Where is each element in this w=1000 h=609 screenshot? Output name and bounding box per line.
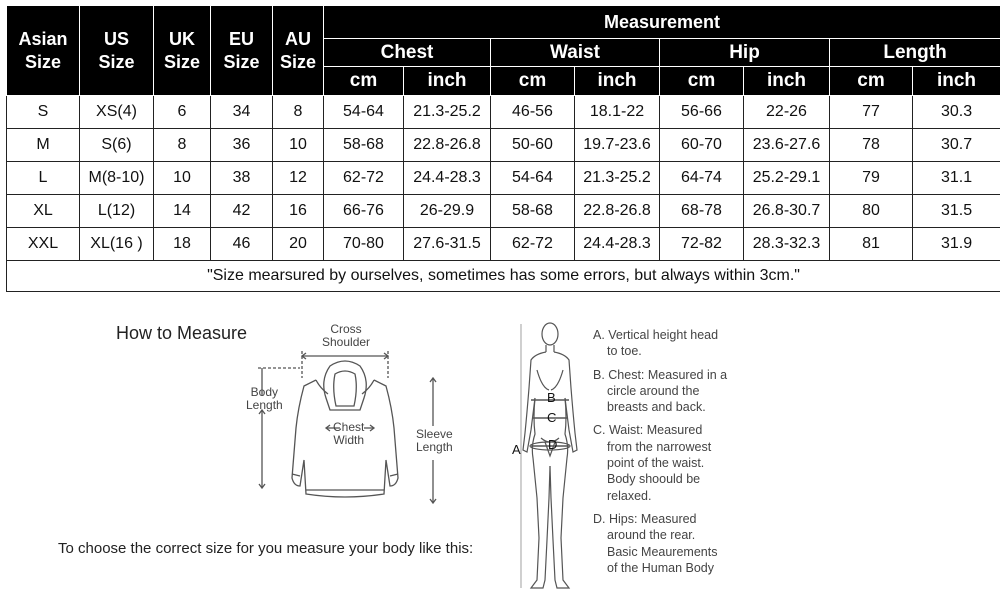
size-chart-table bbox=[6, 5, 1000, 292]
measurement-descriptions bbox=[593, 327, 753, 583]
description-item: B. Chest: Measured in a circle around the breasts and back. bbox=[593, 367, 728, 415]
unit-header: cm bbox=[830, 67, 913, 96]
table-cell: 26.8-30.7 bbox=[744, 195, 830, 228]
table-cell: 16 bbox=[273, 195, 324, 228]
table-cell: 31.1 bbox=[913, 162, 1000, 195]
header-uk-size: UK Size bbox=[154, 6, 211, 96]
table-cell: 21.3-25.2 bbox=[575, 162, 660, 195]
size-rows bbox=[7, 96, 1000, 292]
table-cell: 8 bbox=[273, 96, 324, 129]
table-cell: 6 bbox=[154, 96, 211, 129]
table-cell: S(6) bbox=[80, 129, 154, 162]
unit-header: cm bbox=[660, 67, 744, 96]
table-row bbox=[7, 96, 1000, 129]
table-cell: 22.8-26.8 bbox=[404, 129, 491, 162]
description-item: A. Vertical height head to toe. bbox=[593, 328, 719, 359]
table-cell: 34 bbox=[211, 96, 273, 129]
header-hip: Hip bbox=[660, 39, 830, 67]
table-cell: 68-78 bbox=[660, 195, 744, 228]
table-cell: 70-80 bbox=[324, 228, 404, 261]
header-measurement: Measurement bbox=[324, 6, 1000, 39]
table-cell: L bbox=[7, 162, 80, 195]
table-cell: 81 bbox=[830, 228, 913, 261]
header-chest: Chest bbox=[324, 39, 491, 67]
table-cell: 38 bbox=[211, 162, 273, 195]
table-cell: S bbox=[7, 96, 80, 129]
unit-header: inch bbox=[913, 67, 1000, 96]
table-cell: 62-72 bbox=[324, 162, 404, 195]
table-cell: 36 bbox=[211, 129, 273, 162]
unit-header: cm bbox=[324, 67, 404, 96]
table-cell: XXL bbox=[7, 228, 80, 261]
table-cell: 24.4-28.3 bbox=[575, 228, 660, 261]
header-waist: Waist bbox=[491, 39, 660, 67]
label-chest-width: Chest Width bbox=[333, 420, 365, 447]
table-cell: 10 bbox=[154, 162, 211, 195]
label-d: D bbox=[548, 437, 558, 452]
table-cell: XS(4) bbox=[80, 96, 154, 129]
header-us-size: US Size bbox=[80, 6, 154, 96]
table-cell: 77 bbox=[830, 96, 913, 129]
table-cell: 31.9 bbox=[913, 228, 1000, 261]
measure-instruction: To choose the correct size for you measure your body like this: bbox=[58, 540, 474, 557]
table-cell: 30.7 bbox=[913, 129, 1000, 162]
table-cell: 19.7-23.6 bbox=[575, 129, 660, 162]
label-b: B bbox=[547, 390, 556, 405]
table-cell: 12 bbox=[273, 162, 324, 195]
unit-header: inch bbox=[404, 67, 491, 96]
label-c: C bbox=[547, 410, 557, 425]
table-cell: L(12) bbox=[80, 195, 154, 228]
table-cell: 30.3 bbox=[913, 96, 1000, 129]
table-cell: 42 bbox=[211, 195, 273, 228]
table-cell: 50-60 bbox=[491, 129, 575, 162]
table-row bbox=[7, 162, 1000, 195]
table-cell: 8 bbox=[154, 129, 211, 162]
label-cross-shoulder: Cross Shoulder bbox=[322, 322, 371, 349]
label-sleeve-length: Sleeve Length bbox=[416, 427, 453, 454]
table-row bbox=[7, 195, 1000, 228]
table-row bbox=[7, 129, 1000, 162]
table-cell: XL bbox=[7, 195, 80, 228]
table-cell: 18 bbox=[154, 228, 211, 261]
table-cell: M(8-10) bbox=[80, 162, 154, 195]
table-cell: M bbox=[7, 129, 80, 162]
table-cell: 78 bbox=[830, 129, 913, 162]
table-cell: 22-26 bbox=[744, 96, 830, 129]
table-cell: 46 bbox=[211, 228, 273, 261]
table-cell: 80 bbox=[830, 195, 913, 228]
table-cell: XL(16 ) bbox=[80, 228, 154, 261]
table-cell: 54-64 bbox=[491, 162, 575, 195]
table-cell: 26-29.9 bbox=[404, 195, 491, 228]
table-cell: 66-76 bbox=[324, 195, 404, 228]
table-cell: 22.8-26.8 bbox=[575, 195, 660, 228]
table-cell: 23.6-27.6 bbox=[744, 129, 830, 162]
table-cell: 60-70 bbox=[660, 129, 744, 162]
label-a: A bbox=[512, 442, 521, 457]
table-cell: 27.6-31.5 bbox=[404, 228, 491, 261]
table-note: "Size mearsured by ourselves, sometimes has some errors, but always within 3cm." bbox=[7, 261, 1000, 292]
unit-header: cm bbox=[491, 67, 575, 96]
header-au-size: AU Size bbox=[273, 6, 324, 96]
header-length: Length bbox=[830, 39, 1000, 67]
table-cell: 79 bbox=[830, 162, 913, 195]
label-body-length: Body Length bbox=[246, 385, 283, 412]
table-cell: 20 bbox=[273, 228, 324, 261]
table-cell: 10 bbox=[273, 129, 324, 162]
unit-header: inch bbox=[744, 67, 830, 96]
table-cell: 64-74 bbox=[660, 162, 744, 195]
how-to-measure-title: How to Measure bbox=[116, 323, 248, 343]
table-cell: 72-82 bbox=[660, 228, 744, 261]
table-cell: 62-72 bbox=[491, 228, 575, 261]
header-asian-size: Asian Size bbox=[7, 6, 80, 96]
table-cell: 28.3-32.3 bbox=[744, 228, 830, 261]
table-cell: 56-66 bbox=[660, 96, 744, 129]
unit-header: inch bbox=[575, 67, 660, 96]
table-cell: 14 bbox=[154, 195, 211, 228]
table-cell: 25.2-29.1 bbox=[744, 162, 830, 195]
header-eu-size: EU Size bbox=[211, 6, 273, 96]
table-cell: 54-64 bbox=[324, 96, 404, 129]
description-item: D. Hips: Measured around the rear. Basic Meaurements of the Human Body bbox=[593, 511, 718, 575]
table-row bbox=[7, 228, 1000, 261]
table-cell: 58-68 bbox=[491, 195, 575, 228]
human-body-figure-icon bbox=[505, 318, 585, 598]
table-cell: 24.4-28.3 bbox=[404, 162, 491, 195]
description-item: C. Waist: Measured from the narrowest point of the waist. Body shoould be relaxed. bbox=[593, 423, 712, 503]
table-cell: 46-56 bbox=[491, 96, 575, 129]
table-cell: 58-68 bbox=[324, 129, 404, 162]
table-cell: 21.3-25.2 bbox=[404, 96, 491, 129]
table-cell: 18.1-22 bbox=[575, 96, 660, 129]
table-cell: 31.5 bbox=[913, 195, 1000, 228]
